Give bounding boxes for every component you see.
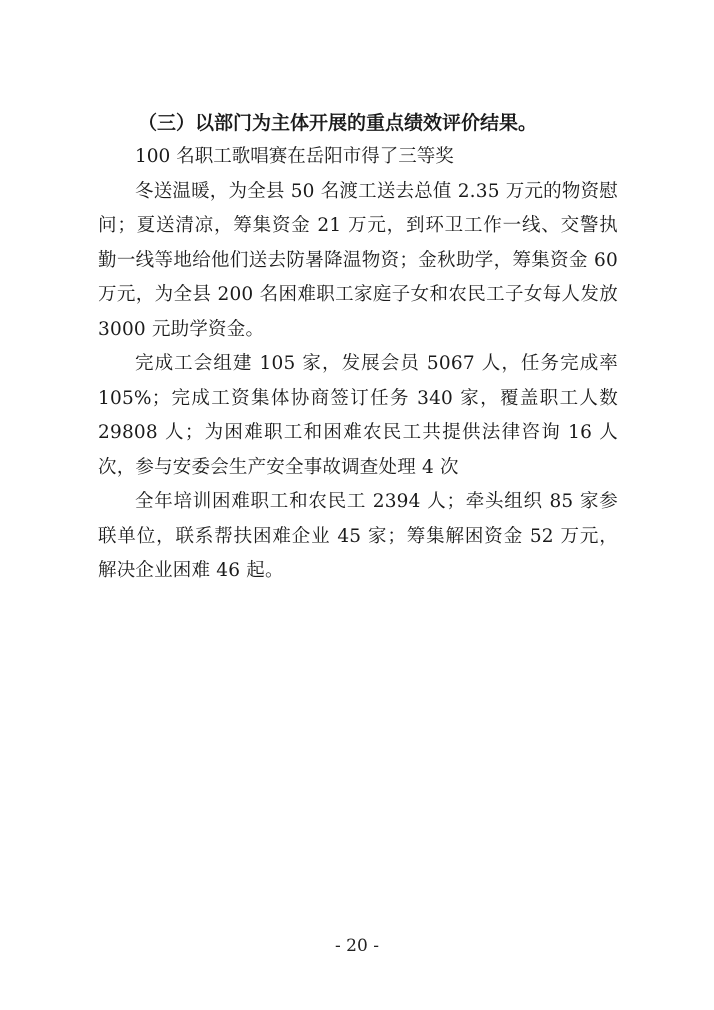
paragraph-union-building: 完成工会组建 105 家，发展会员 5067 人，任务完成率 105%；完成工资集体协商签订任务 340 家，覆盖职工人数 29808 人；为困难职工和困难农民工共提供法律咨询 16 人次，参与安委会生产安全事故调查处理 4 次 — [98, 353, 618, 478]
paragraph-training: 全年培训困难职工和农民工 2394 人；牵头组织 85 家参联单位，联系帮扶困难企业 45 家；筹集解困资金 52 万元，解决企业困难 46 起。 — [98, 491, 618, 581]
page-number: - 20 - — [335, 936, 379, 956]
paragraph-seasonal-aid: 冬送温暖，为全县 50 名渡工送去总值 2.35 万元的物资慰问；夏送清凉，筹集资金 21 万元，到环卫工作一线、交警执勤一线等地给他们送去防暑降温物资；金秋助学，筹集资金 60 万元，为全县 200 名困难职工家庭子女和农民工子女每人发放 3000 元助学资金。 — [98, 180, 618, 340]
paragraph-singing-award: 100 名职工歌唱赛在岳阳市得了三等奖 — [135, 146, 454, 167]
document-body — [98, 106, 618, 589]
section-heading: （三）以部门为主体开展的重点绩效评价结果。 — [138, 112, 538, 134]
